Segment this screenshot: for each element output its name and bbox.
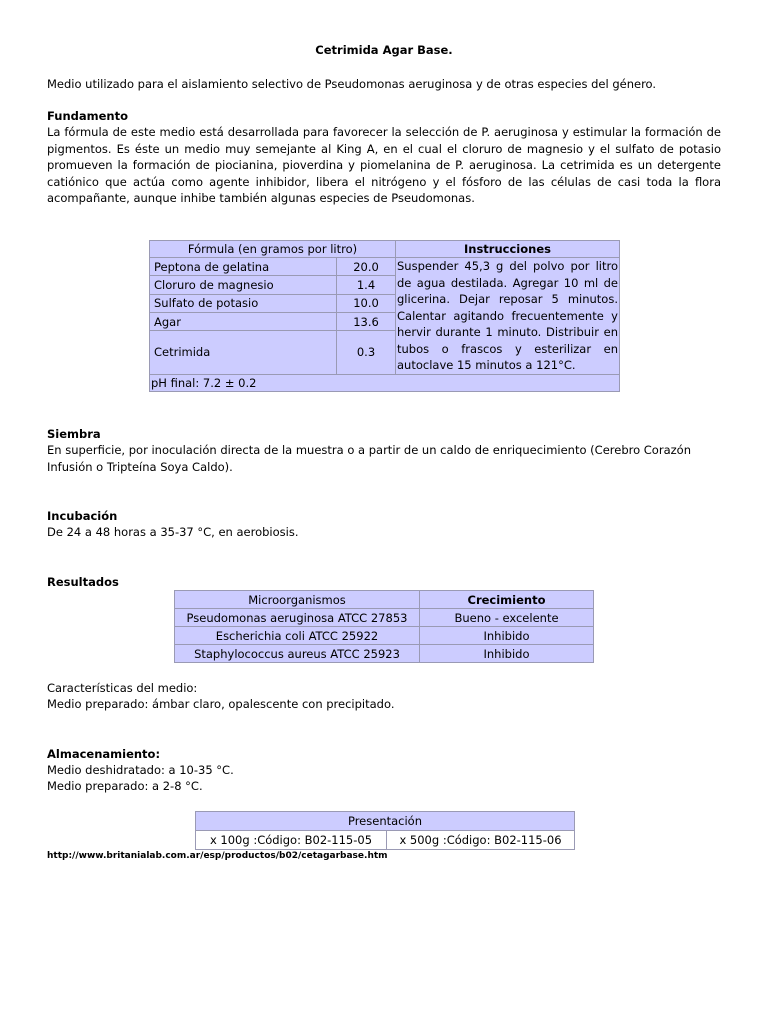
growth-value: Inhibido: [420, 645, 594, 663]
almacenamiento-line-2: Medio preparado: a 2-8 °C.: [47, 779, 203, 793]
resultados-table: [174, 590, 594, 663]
presentacion-table: [195, 811, 575, 850]
growth-value: Bueno - excelente: [420, 609, 594, 627]
organism-name: Escherichia coli ATCC 25922: [175, 627, 420, 645]
caracteristicas-text: Medio preparado: ámbar claro, opalescente con precipitado.: [47, 697, 395, 711]
incubacion-heading: Incubación: [47, 509, 118, 523]
table-row: [175, 627, 594, 645]
crecimiento-header: Crecimiento: [420, 591, 594, 609]
ingredient-name: Peptona de gelatina: [150, 258, 337, 276]
ingredient-name: Agar: [150, 312, 337, 330]
almacenamiento-heading: Almacenamiento:: [47, 747, 161, 761]
table-row: [150, 258, 620, 276]
formula-table: [149, 240, 620, 392]
ph-final: pH final: 7.2 ± 0.2: [150, 374, 620, 391]
intro-text: Medio utilizado para el aislamiento selectivo de Pseudomonas aeruginosa y de otras especies del género.: [47, 77, 657, 91]
almacenamiento-line-1: Medio deshidratado: a 10-35 °C.: [47, 763, 234, 777]
siembra-heading: Siembra: [47, 427, 101, 441]
organism-name: Staphylococcus aureus ATCC 25923: [175, 645, 420, 663]
table-row: [175, 645, 594, 663]
caracteristicas-heading: Características del medio:: [47, 681, 198, 695]
ingredient-value: 13.6: [337, 312, 396, 330]
siembra-text: En superficie, por inoculación directa de la muestra o a partir de un caldo de enriquecimiento (Cerebro Corazón Infusión o Tripteína Soya Caldo).: [47, 443, 691, 474]
source-link[interactable]: http://www.britanialab.com.ar/esp/productos/b02/cetagarbase.htm: [47, 851, 388, 861]
presentacion-item-500g: x 500g :Código: B02-115-06: [387, 831, 575, 850]
organism-name: Pseudomonas aeruginosa ATCC 27853: [175, 609, 420, 627]
presentacion-item-100g: x 100g :Código: B02-115-05: [196, 831, 387, 850]
resultados-heading: Resultados: [47, 575, 119, 589]
ingredient-value: 20.0: [337, 258, 396, 276]
document-title: Cetrimida Agar Base.: [315, 43, 453, 57]
table-row: [175, 609, 594, 627]
fundamento-heading: Fundamento: [47, 109, 129, 123]
ingredient-name: Sulfato de potasio: [150, 294, 337, 312]
ingredient-value: 1.4: [337, 276, 396, 294]
formula-header: Fórmula (en gramos por litro): [150, 241, 396, 258]
ingredient-value: 0.3: [337, 331, 396, 374]
ingredient-value: 10.0: [337, 294, 396, 312]
growth-value: Inhibido: [420, 627, 594, 645]
incubacion-text: De 24 a 48 horas a 35-37 °C, en aerobiosis.: [47, 525, 299, 539]
ingredient-name: Cloruro de magnesio: [150, 276, 337, 294]
microorganismos-header: Microorganismos: [175, 591, 420, 609]
presentacion-header: Presentación: [196, 812, 575, 831]
instrucciones-header: Instrucciones: [396, 241, 620, 258]
table-row: [196, 831, 575, 850]
fundamento-text: La fórmula de este medio está desarrollada para favorecer la selección de P. aeruginosa y estimular la formación de pigmentos. Es éste un medio muy semejante al King A, en el cual el cloruro de magnesio y el sulfato de potasio promueven la formación de piocianina, pioverdina y piomelanina de P. aeruginosa. La cetrimida es un detergente catiónico que actúa como agente inhibidor, libera el nitrógeno y el fósforo de las células de casi toda la flora acompañante, aunque inhibe también algunas especies de Pseudomonas.: [47, 125, 721, 205]
ingredient-name: Cetrimida: [150, 331, 337, 374]
instrucciones-text: Suspender 45,3 g del polvo por litro de agua destilada. Agregar 10 ml de glicerina. Dejar reposar 5 minutos. Calentar agitando frecuentemente y hervir durante 1 minuto. Distribuir en tubos o frascos y esterilizar en autoclave 15 minutos a 121°C.: [397, 259, 618, 372]
